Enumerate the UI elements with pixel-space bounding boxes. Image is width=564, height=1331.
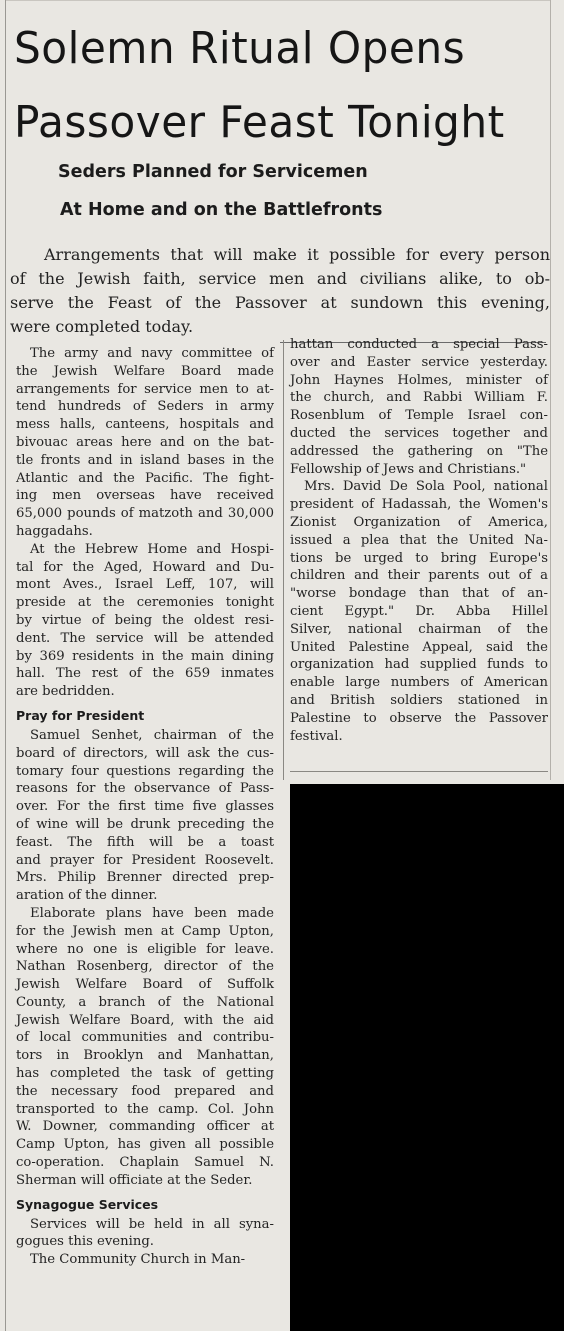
text-line: Sherman will officiate at the Seder. [16,1172,253,1188]
text-line: hattan conducted a special Pass- [290,337,548,352]
text-line: John Haynes Holmes, minister of [290,372,548,388]
lead-paragraph [10,243,550,339]
text-line: ing men overseas have received [16,488,274,504]
text-line: and British soldiers stationed in [290,692,548,708]
text-line: The Community Church in Man- [30,1252,246,1268]
text-line: ducted the services together and [290,425,548,441]
left-paragraph-1 [16,345,274,541]
text-line: by 369 residents in the main dining [16,648,274,664]
text-line: gogues this evening. [16,1234,154,1250]
text-line: hall. The rest of the 659 inmates [16,666,274,682]
text-line: Jewish Welfare Board of Suffolk [16,977,274,993]
text-line: organization had supplied funds to [290,657,548,673]
text-line: enable large numbers of American [290,675,548,691]
text-line: Rosenblum of Temple Israel con- [290,408,548,424]
right-column [290,336,548,745]
text-line: "worse bondage than that of an- [290,586,548,602]
text-line: transported to the camp. Col. John [16,1101,274,1117]
text-line: tors in Brooklyn and Manhattan, [16,1048,274,1064]
headline [14,22,532,150]
text-line: co-operation. Chaplain Samuel N. [16,1155,274,1171]
text-line: Elaborate plans have been made [30,905,274,921]
lead-line: serve the Feast of the Passover at sundown this evening, [10,293,550,312]
text-line: addressed the gathering on "The [290,443,548,459]
text-line: of local communities and contribu- [16,1030,274,1046]
text-line: are bedridden. [16,684,115,700]
text-line: tle fronts and in island bases in the [16,452,274,468]
text-line: Zionist Organization of America, [290,514,548,530]
text-line: children and their parents out of a [290,568,548,584]
right-paragraph-2 [290,478,548,745]
text-line: tions be urged to bring Europe's [290,550,548,566]
text-line: festival. [290,728,343,744]
text-line: County, a branch of the National [16,994,274,1010]
text-line: Nathan Rosenberg, director of the [16,959,274,975]
right-column-rule [550,0,551,780]
text-line: Palestine to observe the Passover [290,710,548,726]
text-line: bivouac areas here and on the bat- [16,434,274,450]
column-divider [283,340,284,780]
text-line: 65,000 pounds of matzoth and 30,000 [16,506,274,522]
text-line: cient Egypt." Dr. Abba Hillel [290,603,548,619]
text-line: over. For the first time five glasses [16,799,274,815]
headline-line-2: Passover Feast Tonight [14,97,505,148]
left-paragraph-3 [16,727,274,905]
text-line: aration of the dinner. [16,888,158,904]
text-line: Samuel Senhet, chairman of the [30,727,274,743]
text-line: The army and navy committee of [30,346,274,361]
subhead-synagogue-services: Synagogue Services [16,1196,159,1212]
text-line: Mrs. Philip Brenner directed prep- [16,870,274,886]
text-line: the church, and Rabbi William F. [290,390,548,406]
text-line: Camp Upton, has given all possible [16,1137,274,1153]
text-line: United Palestine Appeal, said the [290,639,548,655]
subheadline-line-2: At Home and on the Battlefronts [60,200,383,220]
text-line: mont Aves., Israel Leff, 107, will [16,577,274,593]
text-line: reasons for the observance of Pass- [16,781,274,797]
text-line: Silver, national chairman of the [290,621,548,637]
text-line: over and Easter service yesterday. [290,354,548,370]
text-line: tomary four questions regarding the [16,763,274,779]
top-rule [6,0,551,1]
text-line: Mrs. David De Sola Pool, national [304,479,548,495]
text-line: issued a plea that the United Na- [290,532,548,548]
text-line: board of directors, will ask the cus- [16,745,274,761]
text-line: and prayer for President Roosevelt. [16,852,274,868]
left-column [16,345,274,1269]
text-line: mess halls, canteens, hospitals and [16,417,274,433]
text-line: by virtue of being the oldest resi- [16,612,274,628]
text-line: Fellowship of Jews and Christians." [290,461,527,477]
text-line: preside at the ceremonies tonight [16,595,274,611]
lead-line: were completed today. [10,317,194,336]
text-line: the necessary food prepared and [16,1083,274,1099]
text-line: Atlantic and the Pacific. The fight- [16,470,274,486]
text-line: arrangements for service men to at- [16,381,274,397]
left-paragraph-6 [16,1251,274,1269]
left-paragraph-5 [16,1216,274,1252]
text-line: where no one is eligible for leave. [16,941,274,957]
text-line: tal for the Aged, Howard and Du- [16,559,274,575]
text-line: feast. The fifth will be a toast [16,834,274,850]
left-column-rule [5,0,6,1331]
text-line: the Jewish Welfare Board made [16,363,274,379]
text-line: At the Hebrew Home and Hospi- [30,541,274,557]
headline-line-1: Solemn Ritual Opens [14,23,466,74]
redacted-black-area [290,784,564,1331]
text-line: has completed the task of getting [16,1066,274,1082]
text-line: of wine will be drunk preceding the [16,816,274,832]
right-paragraph-1 [290,336,548,478]
text-line: president of Hadassah, the Women's [290,497,548,513]
lead-line: of the Jewish faith, service men and civilians alike, to ob- [10,269,550,288]
text-line: dent. The service will be attended [16,630,274,646]
text-line: Jewish Welfare Board, with the aid [16,1012,274,1028]
left-paragraph-4 [16,905,274,1190]
text-line: W. Downer, commanding officer at [16,1119,274,1135]
text-line: for the Jewish men at Camp Upton, [16,923,274,939]
subheadline-line-1: Seders Planned for Servicemen [58,162,368,182]
text-line: Services will be held in all syna- [30,1216,274,1232]
lead-line: Arrangements that will make it possible for every person [44,245,550,264]
subhead-pray-for-president: Pray for President [16,707,145,723]
text-line: tend hundreds of Seders in army [16,399,274,415]
text-line: haggadahs. [16,523,93,539]
right-column-end-rule [290,771,548,772]
left-paragraph-2 [16,541,274,701]
